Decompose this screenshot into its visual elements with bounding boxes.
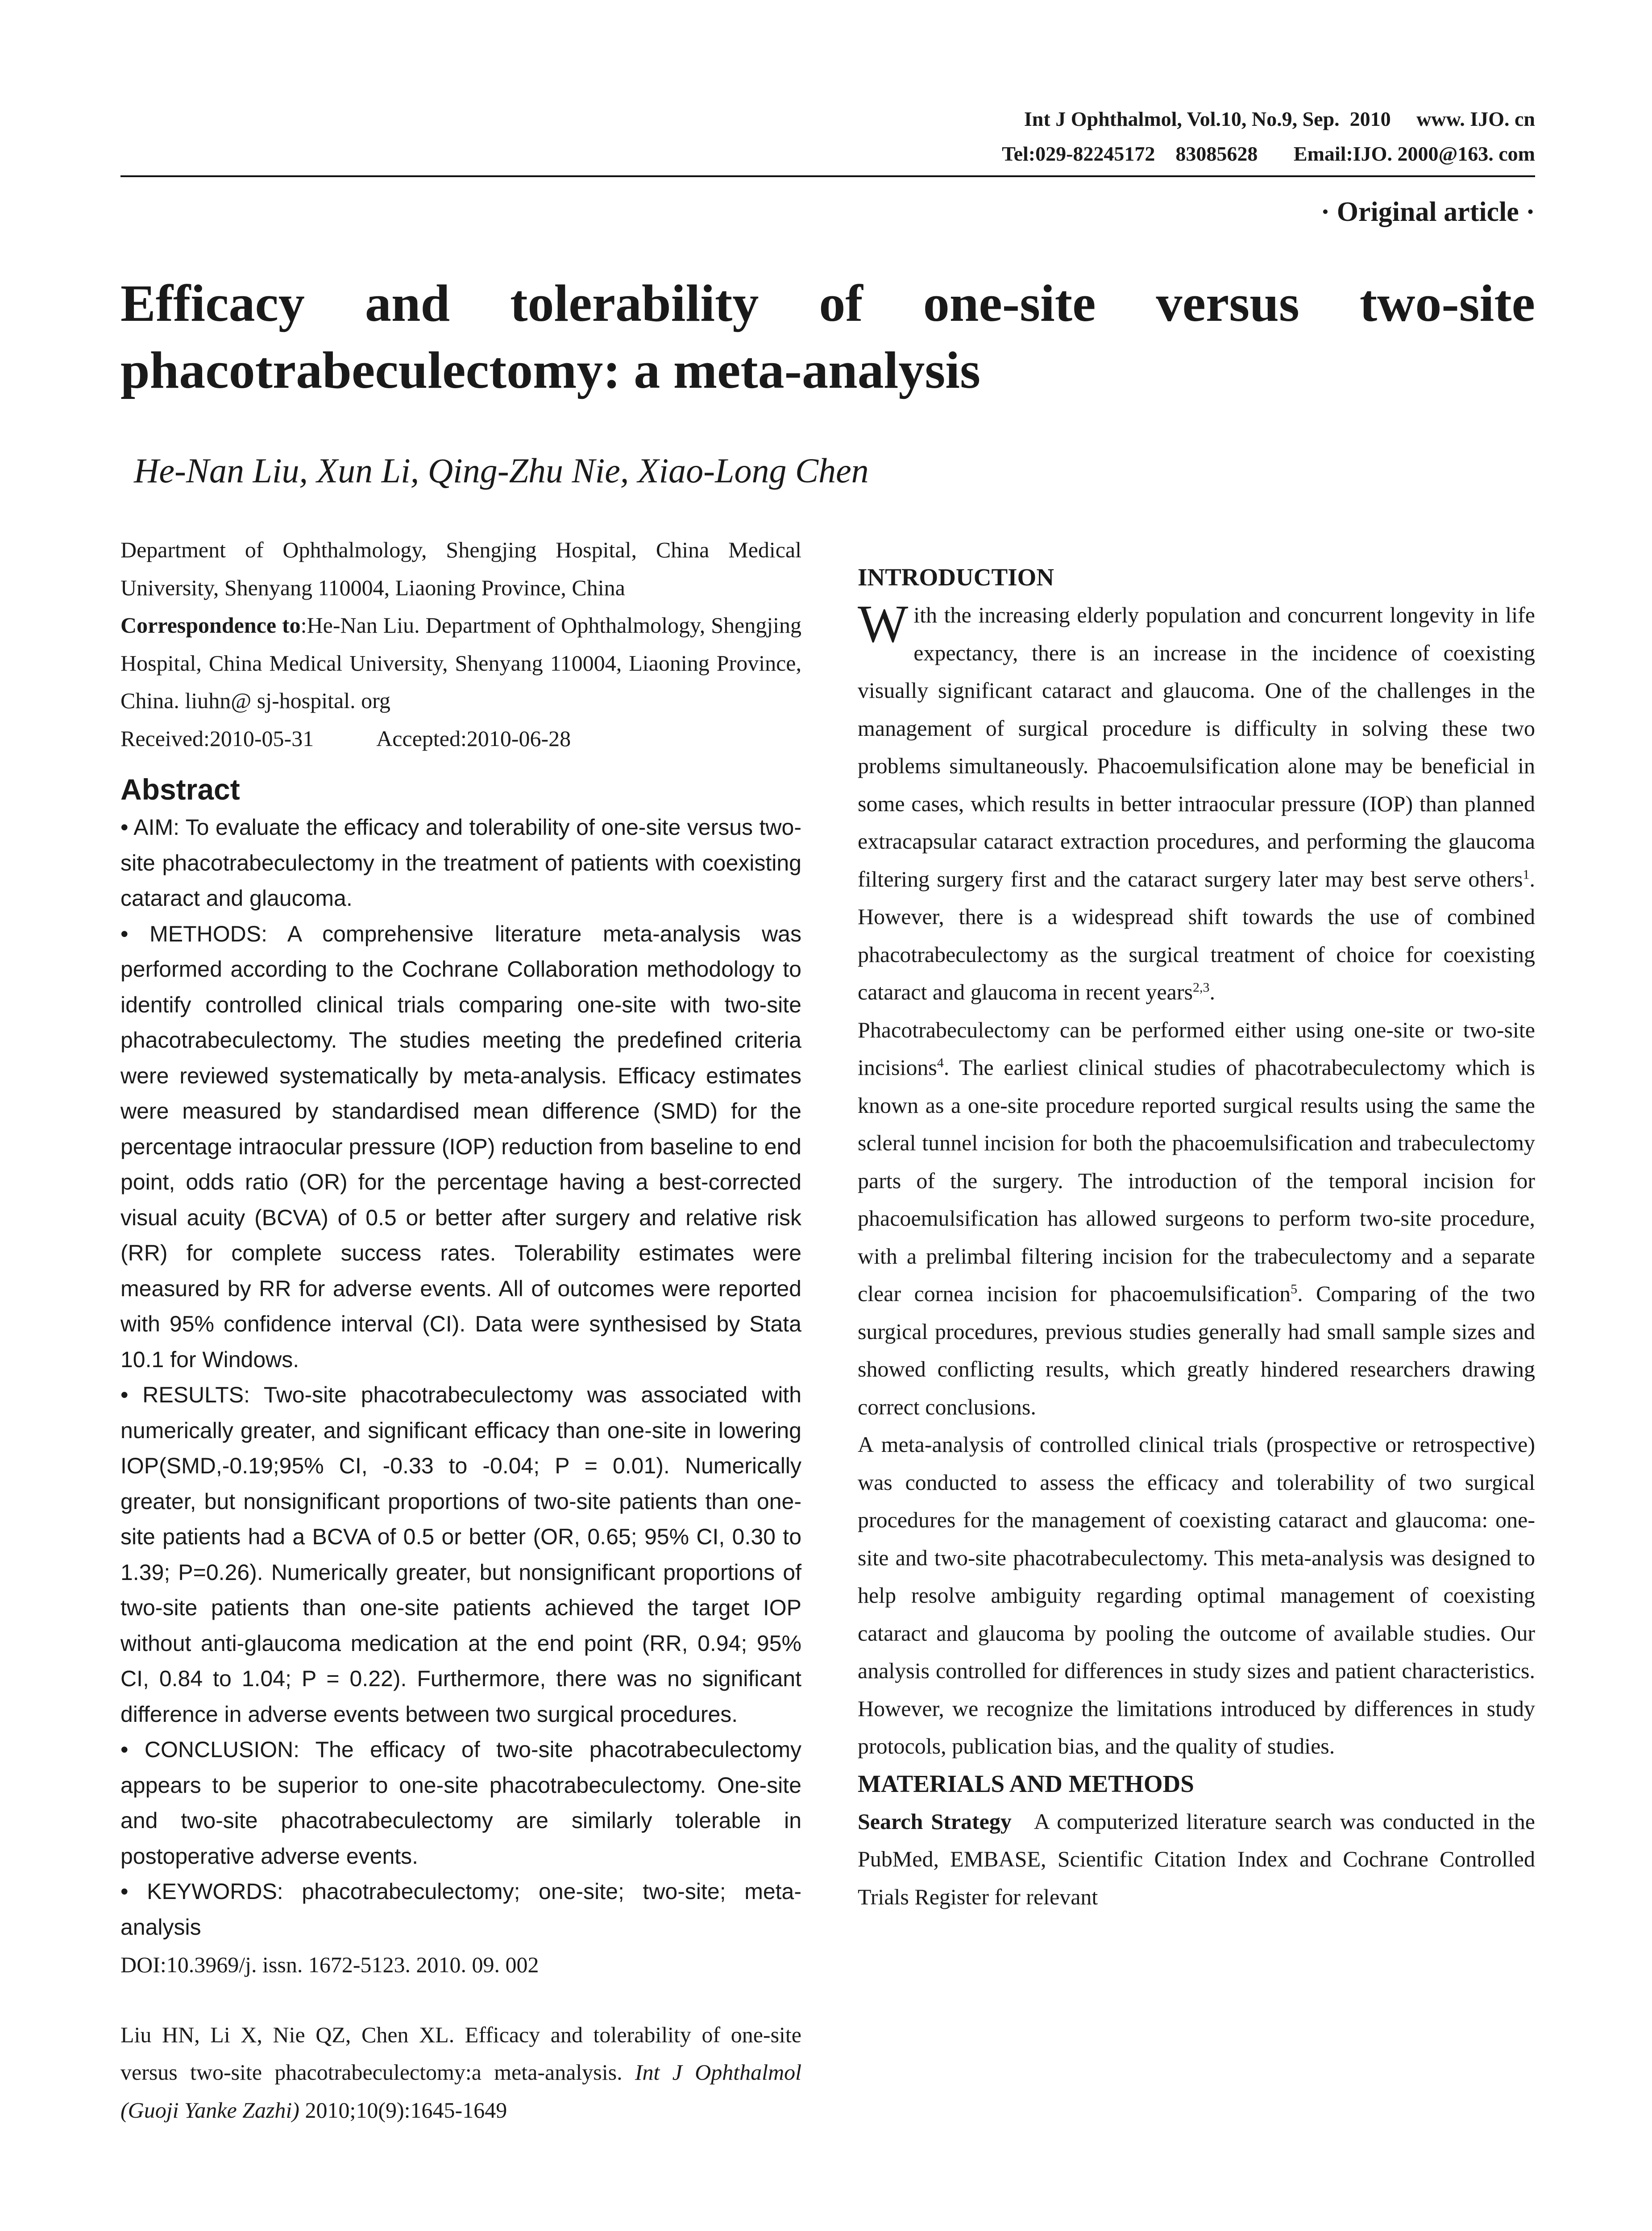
citation-text: Liu HN, Li X, Nie QZ, Chen XL. Efficacy and tolerability of one-site versus two-site phacotrabeculectomy:a meta-analysis.	[120, 2022, 801, 2085]
citation-details: 2010;10(9):1645-1649	[305, 2097, 507, 2123]
correspondence-label: Correspondence to	[120, 613, 301, 638]
intro-p1-text-a: ith the increasing elderly population and concurrent longevity in life expectancy, there is an increase in the incidence of coexisting visually significant cataract and glaucoma. One of the challenges in the management of surgical procedure is difficulty in solving these two problems simultaneously. Phacoemulsification alone may be beneficial in some cases, which results in better intraocular pressure (IOP) than planned extracapsular cataract extraction procedures, and performing the glaucoma filtering surgery first and the cataract surgery later may best serve others	[858, 602, 1535, 892]
left-column	[120, 531, 801, 2129]
intro-p2-text-b: . The earliest clinical studies of phacotrabeculectomy which is known as a one-site procedure reported surgical results using the same the scleral tunnel incision for both the phacoemulsification and trabeculectomy parts of the surgery. The introduction of the temporal incision for phacoemulsification has allowed surgeons to perform two-site procedure, with a prelimbal filtering incision for the trabeculectomy and a separate clear cornea incision for phacoemulsification	[858, 1055, 1535, 1306]
abstract-heading: Abstract	[120, 773, 240, 806]
reference-mark: 4	[937, 1055, 944, 1070]
article-title	[120, 270, 1535, 404]
abstract-aim: • AIM: To evaluate the efficacy and tolerability of one-site versus two-site phacotrabeculectomy in the treatment of patients with coexisting cataract and glaucoma.	[120, 815, 801, 911]
affiliation: Department of Ophthalmology, Shengjing Hospital, China Medical University, Shenyang 110004, Liaoning Province, China	[120, 537, 801, 600]
author-list: He-Nan Liu, Xun Li, Qing-Zhu Nie, Xiao-Long Chen	[134, 451, 869, 490]
accepted-date: Accepted:2010-06-28	[376, 726, 571, 751]
title-line-2: phacotrabeculectomy: a meta-analysis	[120, 341, 981, 399]
right-column	[858, 531, 1535, 1916]
doi: DOI:10.3969/j. issn. 1672-5123. 2010. 09. 002	[120, 1952, 539, 1977]
drop-cap: W	[858, 594, 909, 653]
search-strategy-subheading: Search Strategy	[858, 1808, 1012, 1834]
intro-paragraph-3: A meta-analysis of controlled clinical trials (prospective or retrospective) was conducted to assess the efficacy and tolerability of two surgical procedures for the management of coexisting cataract and glaucoma: one-site and two-site phacotrabeculectomy. This meta-analysis was designed to help resolve ambiguity regarding optimal management of coexisting cataract and glaucoma by pooling the outcome of available studies. Our analysis controlled for differences in study sizes and patient characteristics. However, we recognize the limitations introduced by differences in study protocols, publication bias, and the quality of studies.	[858, 1432, 1535, 1758]
reference-mark: 1	[1523, 867, 1530, 882]
correspondence	[120, 606, 801, 720]
reference-mark: 5	[1291, 1281, 1298, 1297]
correspondence-text: :He-Nan Liu. Department of Ophthalmology, Shengjing Hospital, China Medical University, Shenyang 110004, Liaoning Province, China. liuhn@ sj-hospital. org	[120, 613, 801, 713]
intro-p2-text-c: . Comparing of the two surgical procedures, previous studies generally had small sample sizes and showed conflicting results, which greatly hindered researchers drawing correct conclusions.	[858, 1281, 1535, 1419]
intro-paragraph-2	[858, 1011, 1535, 1426]
abstract-methods: • METHODS: A comprehensive literature meta-analysis was performed according to the Cochrane Collaboration methodology to identify controlled clinical trials comparing one-site with two-site phacotrabeculectomy. The studies meeting the predefined criteria were reviewed systematically by meta-analysis. Efficacy estimates were measured by standardised mean difference (SMD) for the percentage intraocular pressure (IOP) reduction from baseline to end point, odds ratio (OR) for the percentage having a best-corrected visual acuity (BCVA) of 0.5 or better after surgery and relative risk (RR) for complete success rates. Tolerability estimates were measured by RR for adverse events. All of outcomes were reported with 95% confidence interval (CI). Data were synthesised by Stata 10.1 for Windows.	[120, 921, 801, 1372]
title-line-1: Efficacy and tolerability of one-site versus two-site	[120, 274, 1535, 332]
reference-mark: 2,3	[1192, 980, 1210, 995]
received-date: Received:2010-05-31	[120, 726, 314, 751]
introduction-heading: INTRODUCTION	[858, 564, 1054, 591]
methods-heading: MATERIALS AND METHODS	[858, 1770, 1194, 1797]
journal-header-line2: Tel:029-82245172 83085628 Email:IJO. 2000@163. com	[1002, 142, 1535, 165]
search-strategy-paragraph	[858, 1803, 1535, 1916]
abstract-conclusion: • CONCLUSION: The efficacy of two-site phacotrabeculectomy appears to be superior to one-site phacotrabeculectomy. One-site and two-site phacotrabeculectomy are similarly tolerable in postoperative adverse events.	[120, 1737, 801, 1869]
abstract-keywords: • KEYWORDS: phacotrabeculectomy; one-site; two-site; meta-analysis	[120, 1879, 801, 1940]
search-strategy-text: A computerized literature search was conducted in the PubMed, EMBASE, Scientific Citation Index and Cochrane Controlled Trials Register for relevant	[858, 1808, 1535, 1909]
citation-journal: Int J Ophthalmol (Guoji Yanke Zazhi)	[120, 2060, 801, 2123]
intro-p1-text-b: . However, there is a widespread shift towards the use of combined phacotrabeculectomy as the surgical treatment of choice for coexisting cataract and glaucoma in recent years	[858, 866, 1535, 1004]
header-divider	[120, 175, 1535, 177]
dates	[120, 720, 801, 758]
article-type: · Original article ·	[1320, 197, 1535, 227]
intro-p1-text-c: .	[1209, 979, 1215, 1004]
abstract-results: • RESULTS: Two-site phacotrabeculectomy was associated with numerically greater, and significant efficacy than one-site in lowering IOP(SMD,-0.19;95% CI, -0.33 to -0.04; P = 0.01). Numerically greater, but nonsignificant proportions of two-site patients than one-site patients had a BCVA of 0.5 or better (OR, 0.65; 95% CI, 0.30 to 1.39; P=0.26). Numerically greater, but nonsignificant proportions of two-site patients than one-site patients achieved the target IOP without anti-glaucoma medication at the end point (RR, 0.94; 95% CI, 0.84 to 1.04; P = 0.22). Furthermore, there was no significant difference in adverse events between two surgical procedures.	[120, 1382, 801, 1727]
intro-p2-text-a: Phacotrabeculectomy can be performed either using one-site or two-site incisions	[858, 1017, 1535, 1080]
intro-paragraph-1	[858, 596, 1535, 1011]
citation	[120, 2016, 801, 2129]
journal-header-line1: Int J Ophthalmol, Vol.10, No.9, Sep. 2010 www. IJO. cn	[1024, 108, 1535, 130]
